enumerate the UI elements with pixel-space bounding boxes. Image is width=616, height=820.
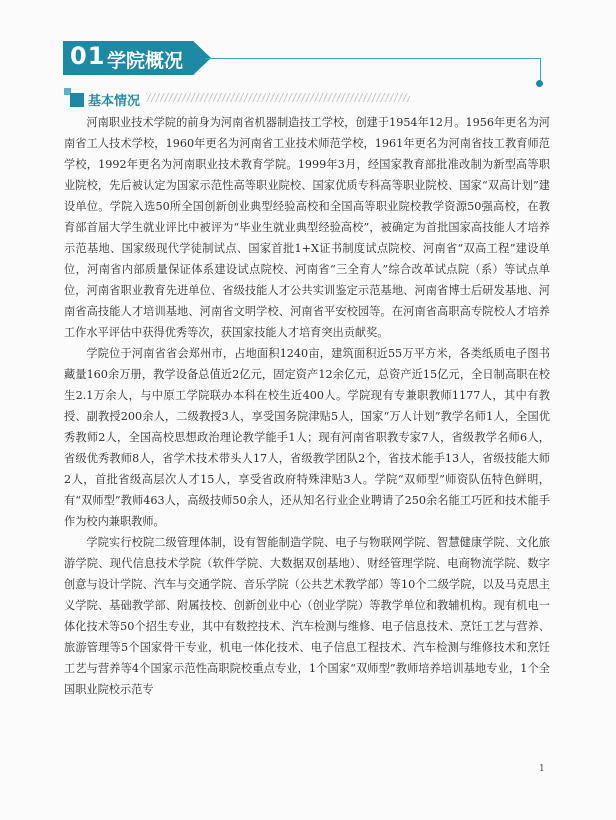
chapter-number: 01 xyxy=(70,42,106,70)
paragraph: 河南职业技术学院的前身为河南省机器制造技工学校，创建于1954年12月。1956年更名为河南省工人技术学校，1960年更名为河南省工业技术师范学校，1961年更名为河南省技工教育师范学校，1992年更名为河南职业技术教育学院。1999年3月，经国家教育部批准改制为新型高等职业院校，先后被认定为国家示范性高等职业院校、国家优质专科高等职业院校、国家“双高计划”建设单位。学院入选50所全国创新创业典型经验高校和全国高等职业院校教学资源50强高校，在教育部首届大学生就业评比中被评为“毕业生就业典型经验高校”，被确定为首批国家高技能人才培养示范基地、国家级现代学徒制试点、国家首批1+X证书制度试点院校、河南省“双高工程”建设单位，河南省内部质量保证体系建设试点院校、河南省“三全育人”综合改革试点院（系）等试点单位，河南省职业教育先进单位、省级技能人才公共实训鉴定示范基地、河南省博士后研发基地、河南省高技能人才培训基地、河南省文明学校、河南省平安校园等。在河南省高职高专院校人才培养工作水平评估中获得优秀等次，获国家技能人才培育突出贡献奖。 xyxy=(64,116,550,339)
chapter-divider-line xyxy=(205,58,541,59)
section-hatch-rule xyxy=(146,93,410,102)
page-number: 1 xyxy=(539,764,545,774)
chapter-title: 学院概况 xyxy=(107,50,184,72)
chapter-divider-dot xyxy=(536,80,543,87)
body-text xyxy=(64,112,550,700)
section-title: 基本情况 xyxy=(88,94,141,109)
paragraph: 学院实行校院二级管理体制，设有智能制造学院、电子与物联网学院、智慧健康学院、文化旅游学院、现代信息技术学院（软件学院、大数据双创基地）、财经管理学院、电商物流学院、数字创意与设计学院、汽车与交通学院、音乐学院（公共艺术教学部）等10个二级学院，以及马克思主义学院、基础教学部、附属技校、创新创业中心（创业学院）等教学单位和教辅机构。现有机电一体化技术等50个招生专业，其中有数控技术、汽车检测与维修、电子信息技术、烹饪工艺与营养、旅游管理等5个国家骨干专业，机电一体化技术、电子信息工程技术、汽车检测与维修技术和烹饪工艺与营养等4个国家示范性高职院校重点专业，1个国家“双师型”教师培养培训基地专业，1个全国职业院校示范专 xyxy=(64,536,550,696)
paragraph: 学院位于河南省省会郑州市，占地面积1240亩，建筑面积近55万平方米，各类纸质电子图书藏量160余万册，教学设备总值近2亿元，固定资产12余亿元，总资产近15亿元，全日制高职在校生2.1万余人，与中原工学院联办本科在校生近400人。学院现有专兼职教师1177人，其中有教授、副教授200余人，二级教授3人，享受国务院津贴5人，国家“万人计划”教学名师1人，全国优秀教师2人，全国高校思想政治理论教学能手1人；现有河南省职教专家7人，省级教学名师6人，省级优秀教师8人，省学术技术带头人17人，省级教学团队2个，省技术能手13人，省级技能大师2人，首批省级高层次人才15人，享受省政府特殊津贴3人。学院“双师型”师资队伍特色鲜明，有“双师型”教师463人，高级技师50余人，还从知名行业企业聘请了250余名能工巧匠和技术能手作为校内兼职教师。 xyxy=(64,347,550,528)
section-square-icon xyxy=(70,93,84,107)
